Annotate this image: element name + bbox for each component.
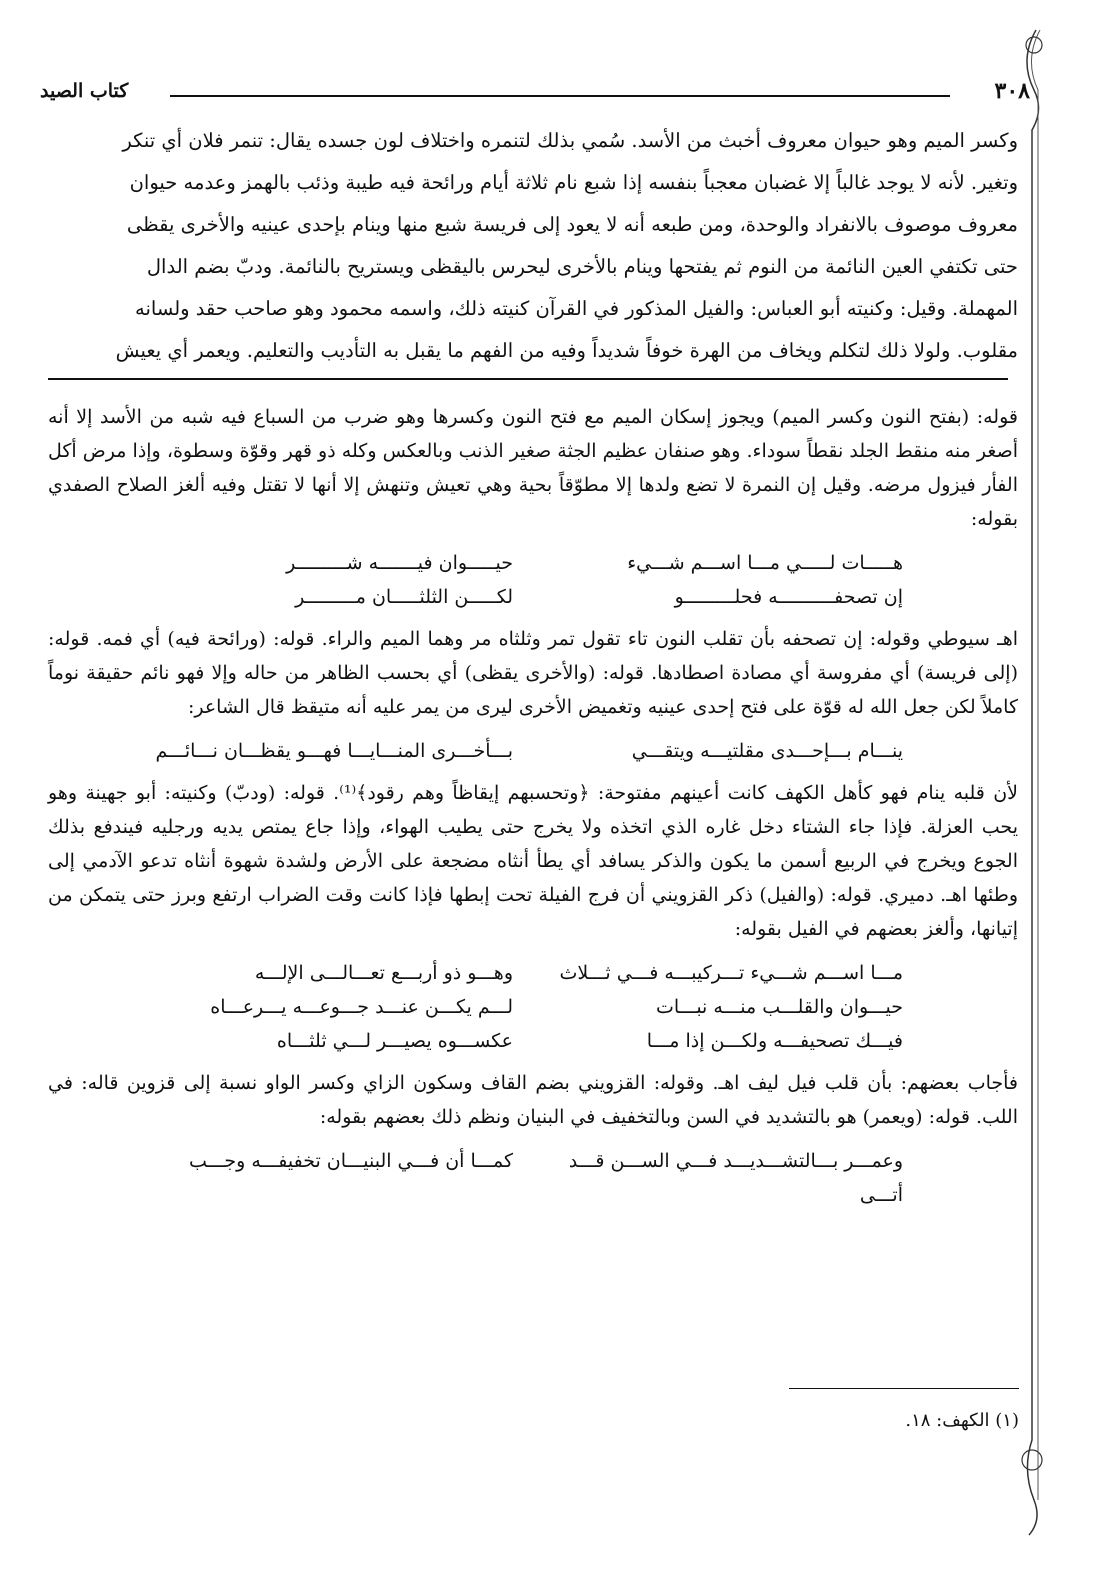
main-text-line: وتغير. لأنه لا يوجد غالباً إلا غضبان معجباً بنفسه إذا شبع نام ثلاثة أيام ورائحة فيه طيبة وذئب بالهمز وعدمه حيوان bbox=[129, 171, 1018, 194]
main-text-line: وكسر الميم وهو حيوان معروف أخبث من الأسد. سُمي بذلك لتنمره واختلاف لون جسده يقال: تنمر فلان أي تنكر bbox=[122, 129, 1018, 152]
poem-hemistich: إن تصحفــــــــــه فحلـــــــــو bbox=[674, 586, 903, 608]
book-title: كتاب الصيد bbox=[40, 80, 129, 102]
main-text-line: حتى تكتفي العين النائمة من النوم ثم يفتحها وينام بالأخرى ليحرس باليقظى ويستريح بالنائمة. ودبّ بضم الدال bbox=[146, 255, 1018, 278]
poem-hemistich: بـــأخـــرى المنـــايـــا فهـــو يقظـــان نـــائـــم bbox=[155, 740, 513, 762]
poem-hemistich: عكســـوه يصيـــر لـــي ثلثـــاه bbox=[276, 1030, 513, 1052]
page-number: ٣٠٨ bbox=[994, 78, 1030, 104]
poem-block bbox=[48, 546, 1018, 614]
commentary-paragraph: لأن قلبه ينام فهو كأهل الكهف كانت أعينهم مفتوحة: ﴿وتحسبهم إيقاظاً وهم رقود﴾⁽¹⁾. قوله: (ودبّ) وكنيته: أبو جهينة وهو يحب العزلة. فإذا جاء الشتاء دخل غاره الذي اتخذه ولا يخرج حتى يطيب الهواء، وإذا جاع يمتص يديه ورجليه فيندفع بذلك الجوع ويخرج في الربيع أسمن ما يكون والذكر يسافد أي يطأ أنثاه مضجعة على الأرض ولشدة شهوة أنثاه تدعو الآدمي إلى وطئها اهـ. دميري. قوله: (والفيل) ذكر القزويني أن فرج الفيلة تحت إبطها فإذا كانت وقت الضراب ارتفع وبرز حتى يتمكن من إتيانها، وألغز بعضهم في الفيل بقوله: bbox=[48, 782, 1018, 940]
main-text bbox=[48, 120, 1018, 372]
poem-hemistich: هـــــات لـــــي مـــا اســـم شـــيء bbox=[627, 552, 903, 574]
footnote-rule bbox=[789, 1388, 1019, 1389]
poem-block bbox=[48, 1144, 1018, 1206]
commentary bbox=[48, 400, 1018, 1206]
poem-hemistich: لـــم يكـــن عنـــد جـــوعـــه يـــرعـــاه bbox=[210, 996, 513, 1018]
commentary-paragraph: قوله: (بفتح النون وكسر الميم) ويجوز إسكان الميم مع فتح النون وكسرها وهو ضرب من السباع فيه شبه من الأسد إلا أنه أصغر منه منقط الجلد نقطاً سوداء. وهو صنفان عظيم الجثة صغير الذنب وبالعكس وكله ذو قهر وقوّة وسطوة، وإذا مرض أكل الفأر فيزول مرضه. وقيل إن النمرة لا تضع ولدها إلا مطوّقاً بحية وهي تعيش وتنهش إلا أنها لا تقتل وفيه ألغز الصلاح الصفدي بقوله: bbox=[48, 406, 1018, 530]
poem-block bbox=[48, 956, 1018, 1058]
poem-hemistich: كمـــا أن فـــي البنيـــان تخفيفـــه وجـــب bbox=[189, 1150, 513, 1172]
poem-hemistich: حيـــــوان فيـــــــه شـــــــــر bbox=[286, 552, 513, 574]
poem-block bbox=[48, 734, 1018, 768]
main-text-line: معروف موصوف بالانفراد والوحدة، ومن طبعه أنه لا يعود إلى فريسة شبع منها وينام بإحدى عينيه والأخرى يقظى bbox=[126, 213, 1018, 236]
poem-hemistich: وهـــو ذو أربـــع تعـــالـــى الإلـــه bbox=[254, 962, 513, 984]
poem-hemistich: ينـــام بـــإحـــدى مقلتيـــه ويتقـــي bbox=[631, 740, 903, 762]
poem-hemistich: لكـــــن الثلثـــــان مـــــــــر bbox=[295, 586, 513, 608]
poem-hemistich: وعمـــر بـــالتشـــديـــد فـــي الســـن قـــد أتـــى bbox=[568, 1150, 903, 1206]
main-text-line: المهملة. وقيل: وكنيته أبو العباس: والفيل المذكور في القرآن كنيته ذلك، واسمه محمود وهو صاحب حقد ولسانه bbox=[135, 297, 1018, 320]
main-text-line: مقلوب. ولولا ذلك لتكلم ويخاف من الهرة خوفاً شديداً وفيه من الفهم ما يقبل به التأديب والتعليم. ويعمر أي يعيش bbox=[115, 339, 1018, 362]
section-divider bbox=[48, 378, 1008, 380]
poem-hemistich: مـــا اســـم شـــيء تـــركيبـــه فـــي ثـــلاث bbox=[559, 962, 903, 984]
commentary-paragraph: اهـ سيوطي وقوله: إن تصحفه بأن تقلب النون تاء تقول تمر وثلثاه مر وهما الميم والراء. قوله: (ورائحة فيه) أي فمه. قوله: (إلى فريسة) أي مفروسة أي مصادة اصطادها. قوله: (والأخرى يقظى) أي بحسب الظاهر من حاله وإلا فهو نائم حقيقة نوماً كاملاً لكن جعل الله له قوّة على فتح إحدى عينيه وتغميض الأخرى ليرى من يمر عليه أنه متيقظ قال الشاعر: bbox=[48, 628, 1018, 718]
commentary-paragraph: فأجاب بعضهم: بأن قلب فيل ليف اهـ. وقوله: القزويني بضم القاف وسكون الزاي وكسر الواو نسبة إلى قزوين قاله: في اللب. قوله: (ويعمر) هو بالتشديد في السن وبالتخفيف في البنيان ونظم ذلك بعضهم بقوله: bbox=[48, 1072, 1018, 1128]
footnote: (١) الكهف: ١٨. bbox=[905, 1410, 1019, 1431]
ornamental-border bbox=[1014, 20, 1044, 1540]
header-rule bbox=[170, 95, 950, 97]
poem-hemistich: فيـــك تصحيفـــه ولكـــن إذا مـــا bbox=[646, 1030, 903, 1052]
poem-hemistich: حيـــوان والقلـــب منـــه نبـــات bbox=[655, 996, 903, 1018]
page-header bbox=[40, 78, 1030, 118]
